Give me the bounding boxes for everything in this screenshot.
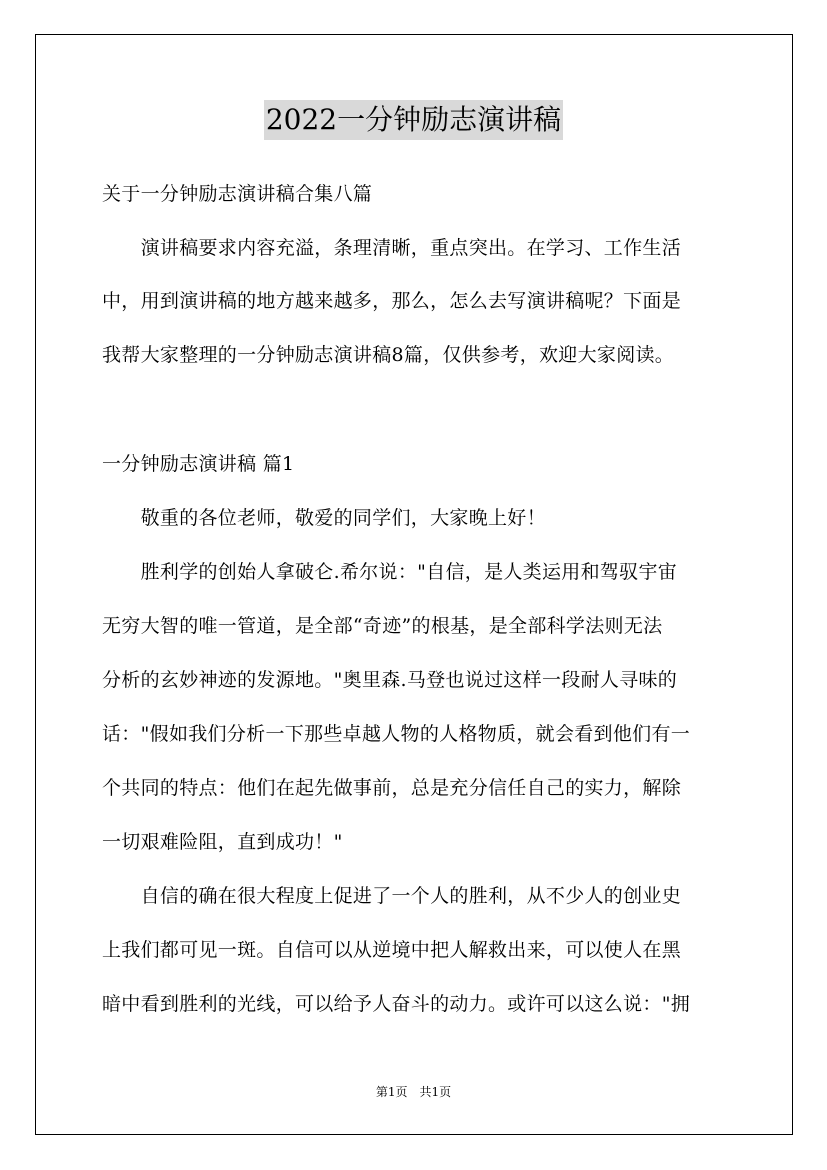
- title-container: [0, 100, 827, 140]
- paragraph-line: 话："假如我们分析一下那些卓越人物的人格物质，就会看到他们有一: [102, 723, 691, 745]
- paragraph-line: 分析的玄妙神迹的发源地。"奥里森.马登也说过这样一段耐人寻味的: [102, 669, 678, 691]
- paragraph-line: 中，用到演讲稿的地方越来越多，那么，怎么去写演讲稿呢？下面是: [102, 290, 682, 312]
- subtitle-line: 关于一分钟励志演讲稿合集八篇: [102, 183, 373, 205]
- paragraph-line: 一切艰难险阻，直到成功！": [102, 831, 343, 853]
- paragraph-line: 敬重的各位老师，敬爱的同学们，大家晚上好！: [102, 507, 546, 529]
- paragraph-line: 无穷大智的唯一管道，是全部“奇迹”的根基，是全部科学法则无法: [102, 615, 663, 637]
- page-number-footer: 第1页 共1页: [375, 1085, 452, 1099]
- paragraph-line: 我帮大家整理的一分钟励志演讲稿8篇，仅供参考，欢迎大家阅读。: [102, 344, 675, 366]
- paragraph-line: 上我们都可见一斑。自信可以从逆境中把人解救出来，可以使人在黑: [102, 939, 682, 961]
- paragraph-line: 演讲稿要求内容充溢，条理清晰，重点突出。在学习、工作生活: [102, 237, 682, 259]
- paragraph-line: 自信的确在很大程度上促进了一个人的胜利，从不少人的创业史: [102, 885, 682, 907]
- section-heading: 一分钟励志演讲稿 篇1: [102, 453, 295, 475]
- paragraph-line: 暗中看到胜利的光线，可以给予人奋斗的动力。或许可以这么说："拥: [102, 993, 691, 1015]
- paragraph-line: 个共同的特点：他们在起先做事前，总是充分信任自己的实力，解除: [102, 777, 682, 799]
- document-title: 2022一分钟励志演讲稿: [264, 100, 563, 140]
- paragraph-line: 胜利学的创始人拿破仑.希尔说："自信，是人类运用和驾驭宇宙: [102, 561, 678, 583]
